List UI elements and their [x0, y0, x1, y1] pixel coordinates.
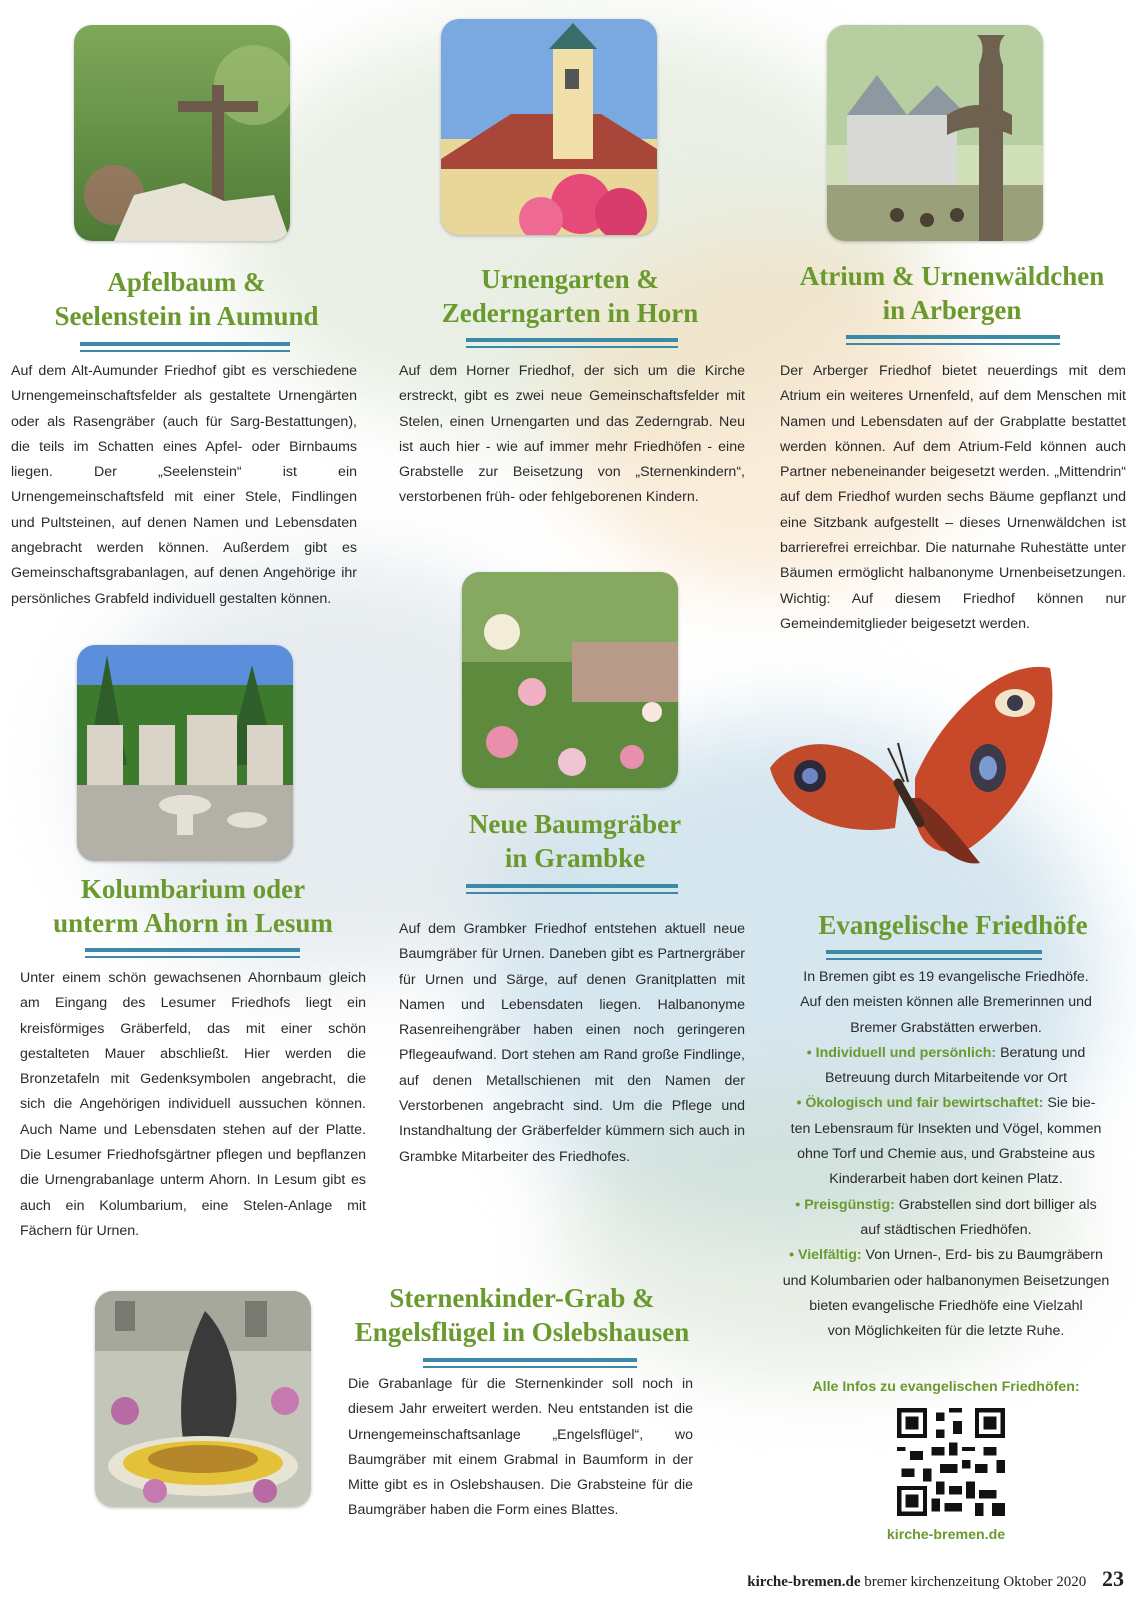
heading-line: unterm Ahorn in Lesum — [53, 908, 333, 938]
info-line: bieten evangelische Friedhöfe eine Vielzahl — [809, 1297, 1083, 1314]
heading-rule — [826, 950, 1042, 960]
qr-code[interactable] — [897, 1408, 1005, 1516]
article-body-kolumbarium: Unter einem schön gewachsenen Ahornbaum gleich am Eingang des Lesumer Friedhofs liegt ein kreisförmiges Gräberfeld, das mit einer schön gestalteten Mauer abschließt. Hier werden die Bronzetafeln mit Gedenksymbolen angebracht, die sich die Angehörigen individuell aussuchen können. Auch Name und Lebensdaten stehen auf der Platte. Die Lesumer Friedhofsgärtner pflegen und bepflanzen die Urnengrabanlage unterm Ahorn. In Lesum gibt es auch ein Kolumbarium, eine Stelen-Anlage mit Fächern für Urnen. — [20, 970, 366, 1239]
butterfly-illustration — [770, 658, 1060, 878]
info-point-label: • Vielfältig: — [789, 1247, 862, 1264]
info-point-label: • Ökologisch und fair bewirtschaftet: — [796, 1095, 1044, 1112]
heading-line: Zederngarten in Horn — [441, 298, 699, 328]
article-body-urnengarten: Auf dem Horner Friedhof, der sich um die Kirche erstreckt, gibt es zwei neue Gemeinschaftsfelder mit Stelen, einen Urnengarten und das Zederngrab. Neu ist auch hier - wie auf immer mehr Friedhöfen - eine Grabstelle zur Beisetzung von „Sternenkindern“, verstorbenen früh- oder fehlgeborenen Kindern. — [399, 363, 745, 506]
photo-sternenkinder-grab — [95, 1291, 311, 1507]
info-link-text: Alle Infos zu evangelischen Friedhöfen: — [812, 1379, 1080, 1395]
heading-line: Sternenkinder-Grab & — [389, 1283, 655, 1313]
info-point-text: Beratung und — [996, 1044, 1086, 1061]
info-point-oekologisch — [770, 1091, 1122, 1116]
article-body-baumgraeber: Auf dem Grambker Friedhof entstehen aktuell neue Baumgräber für Urnen. Daneben gibt es Partnergräber für Urnen und Särge, auf denen Granitplatten mit Namen und Lebensdaten liegen. Halbanonyme Rasenreihengräber haben einen noch geringeren Pflegeaufwand. Dort stehen am Rand große Findlinge, auf denen Metallschienen mit den Namen der Verstorbenen angebracht sind. Um die Pflege und Instandhaltung der Gräberfelder kümmern sich auch in Grambke Mitarbeiter des Friedhofes. — [399, 921, 745, 1165]
photo-church-arbergen — [827, 25, 1043, 241]
info-line: und Kolumbarien oder halbanonymen Beisetzungen — [782, 1272, 1110, 1289]
info-line: von Möglichkeiten für die letzte Ruhe. — [827, 1323, 1065, 1340]
info-line: In Bremen gibt es 19 evangelische Friedhöfe. — [803, 969, 1089, 985]
heading-line: Engelsflügel in Oslebshausen — [354, 1317, 690, 1347]
article-body-atrium: Der Arberger Friedhof bietet neuerdings mit dem Atrium ein weiteres Urnenfeld, auf dem Menschen mit Namen und Lebensdaten auf der Grabplatte bestattet werden können. Auf dem Atrium-Feld können auch Partner nebeneinander beigesetzt werden. „Mittendrin“ auf dem Friedhof wurden sechs Bäume gepflanzt und eine Sitzbank aufgestellt – dieses Urnenwäldchen ist barrierefrei erreichbar. Die naturnahe Ruhestätte unter Bäumen ermöglicht halbanonyme Urnenbeisetzungen. Wichtig: Auf diesem Friedhof können nur Gemeindemitglieder beigesetzt werden. — [780, 363, 1126, 632]
heading-apfelbaum — [30, 265, 343, 333]
info-line: auf städtischen Friedhöfen. — [860, 1221, 1032, 1238]
info-link-label — [770, 1375, 1122, 1400]
heading-line: Neue Baumgräber — [468, 809, 682, 839]
heading-line: Seelenstein in Aumund — [54, 301, 319, 331]
photo-church-horn — [441, 19, 657, 235]
heading-rule — [423, 1358, 637, 1368]
page-number: 23 — [1102, 1566, 1124, 1591]
info-line: Kinderarbeit haben dort keinen Platz. — [829, 1171, 1063, 1188]
page-footer — [747, 1566, 1124, 1592]
heading-line: in Arbergen — [882, 295, 1022, 325]
info-point-vielfaeltig — [770, 1243, 1122, 1268]
heading-rule — [80, 342, 290, 352]
info-point-label: • Preisgünstig: — [795, 1196, 895, 1213]
qr-caption-text[interactable]: kirche-bremen.de — [886, 1527, 1006, 1543]
heading-line: in Grambke — [504, 843, 646, 873]
heading-sternenkinder — [340, 1281, 704, 1349]
info-line: Bremer Grabstätten erwerben. — [850, 1019, 1042, 1036]
info-point-label: • Individuell und persönlich: — [806, 1044, 997, 1061]
heading-rule — [85, 948, 300, 958]
qr-caption[interactable] — [770, 1523, 1122, 1548]
heading-line: Atrium & Urnenwäldchen — [799, 261, 1105, 291]
info-box-body — [770, 965, 1122, 1344]
photo-kolumbarium-lesum — [77, 645, 293, 861]
info-point-individuell — [770, 1041, 1122, 1066]
heading-line: Kolumbarium oder — [80, 874, 306, 904]
heading-line: Urnengarten & — [481, 264, 659, 294]
heading-kolumbarium — [30, 872, 356, 940]
info-line: Betreuung durch Mitarbeitende vor Ort — [824, 1070, 1068, 1087]
info-line: Auf den meisten können alle Bremerinnen und — [800, 994, 1092, 1011]
info-point-text: Sie bie- — [1043, 1095, 1096, 1112]
photo-roses-grambke — [462, 572, 678, 788]
heading-rule — [846, 335, 1060, 345]
heading-rule — [466, 338, 678, 348]
info-point-text: Grabstellen sind dort billiger als — [894, 1196, 1097, 1213]
article-body-sternenkinder: Die Grabanlage für die Sternenkinder soll noch in diesem Jahr erweitert werden. Neu entstanden ist die Urnengemeinschaftsanlage „Engelsflügel“, wo Baumgräber mit einem Grabmal in Baumform in der Mitte gibt es in Oslebshausen. Die Grabsteine für die Baumgräber haben die Form eines Blattes. — [348, 1376, 693, 1519]
photo-cross-gravestone — [74, 25, 290, 241]
info-point-text: Von Urnen-, Erd- bis zu Baumgräbern — [861, 1247, 1103, 1264]
info-line: ohne Torf und Chemie aus, und Grabsteine aus — [797, 1146, 1095, 1163]
article-body-apfelbaum: Auf dem Alt-Aumunder Friedhof gibt es verschiedene Urnengemeinschaftsfelder als gestaltete Urnengärten oder als Rasengräber (auch für Sarg-Bestattungen), die teils im Schatten eines Apfel- oder Birnbaums liegen. Der „Seelenstein“ ist ein Urnengemeinschaftsfeld mit einer Stele, Findlingen und Pultsteinen, auf denen Namen und Lebensdaten angebracht werden können. Außerdem gibt es Gemeinschaftsgrabanlagen, auf denen Angehörige ihr persönliches Grabfeld individuell gestalten können. — [11, 363, 357, 607]
footer-site[interactable]: kirche-bremen.de — [747, 1574, 861, 1590]
heading-urnengarten — [420, 262, 720, 330]
heading-atrium — [770, 259, 1134, 327]
footer-publication: bremer kirchenzeitung Oktober 2020 — [864, 1574, 1087, 1590]
info-line: ten Lebensraum für Insekten und Vögel, kommen — [790, 1120, 1102, 1137]
heading-line: Apfelbaum & — [107, 267, 266, 297]
heading-baumgraeber — [430, 807, 720, 875]
info-point-preisguenstig — [770, 1193, 1122, 1218]
heading-rule — [466, 884, 678, 894]
info-box-title: Evangelische Friedhöfe — [818, 910, 1088, 940]
